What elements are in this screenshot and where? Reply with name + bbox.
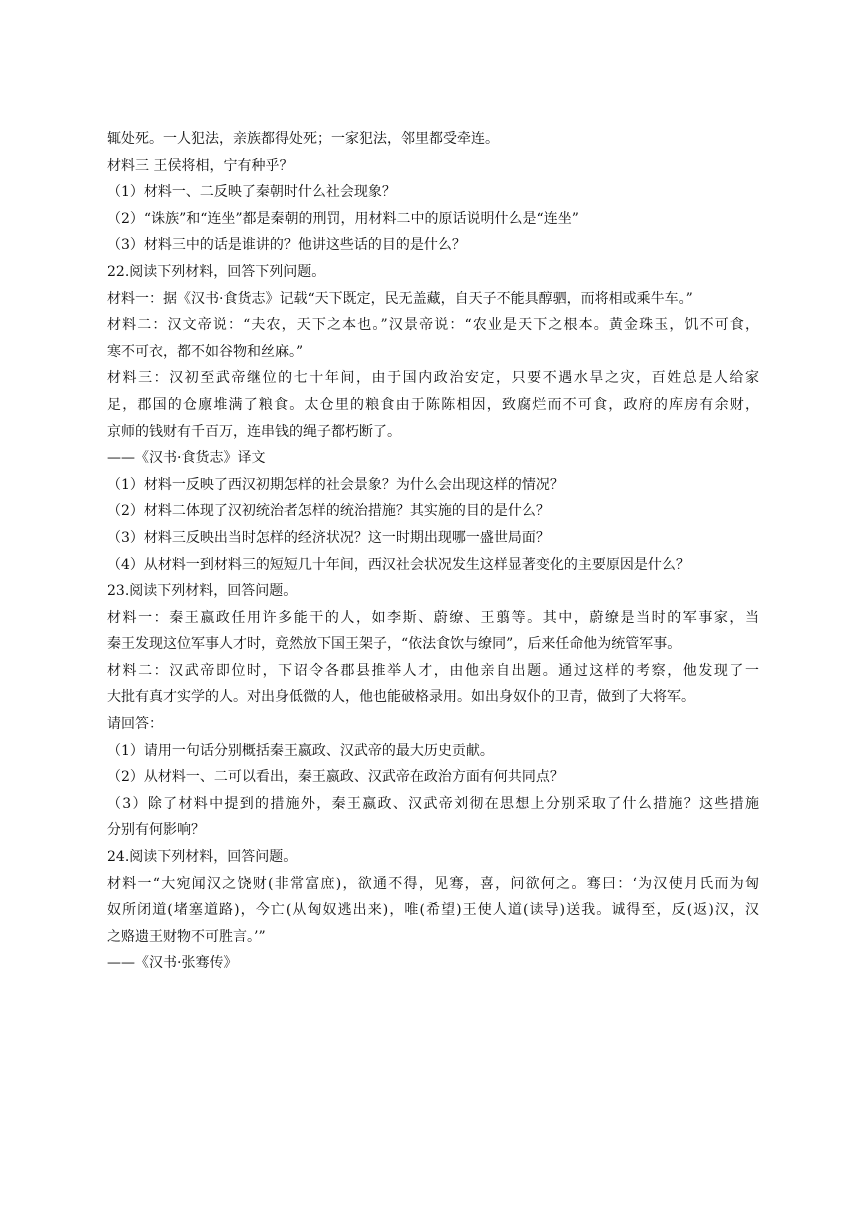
text-line: 请回答： [107, 716, 163, 733]
text-line: 材料二：汉武帝即位时，下诏令各郡县推举人才，由他亲自出题。通过这样的考察，他发现了一 [107, 662, 759, 679]
question-line: （1）请用一句话分别概括秦王嬴政、汉武帝的最大历史贡献。 [107, 742, 494, 759]
question-line: （3）材料三反映出当时怎样的经济状况？这一时期出现哪一盛世局面？ [107, 529, 550, 546]
text-line: 奴所闭道(堵塞道路)，今亡(从匈奴逃出来)，唯(希望)王使人道(读导)送我。诚得至，反(返)汉，汉 [107, 902, 759, 919]
question-line: （2）材料二体现了汉初统治者怎样的统治措施？其实施的目的是什么？ [107, 503, 550, 520]
question-line: （2）从材料一、二可以看出，秦王嬴政、汉武帝在政治方面有何共同点？ [107, 769, 564, 786]
question-line: （2）“诛族”和“连坐”都是秦朝的刑罚，用材料二中的原话说明什么是“连坐” [107, 210, 579, 227]
text-line: 大批有真才实学的人。对出身低微的人，他也能破格录用。如出身奴仆的卫青，做到了大将军。 [107, 689, 695, 706]
text-line: 材料二：汉文帝说：“夫农，天下之本也。”汉景帝说：“农业是天下之根本。黄金珠玉，饥不可食， [107, 317, 759, 334]
question-line: （3）除了材料中提到的措施外，秦王嬴政、汉武帝刘彻在思想上分别采取了什么措施？这些措施 [107, 795, 759, 812]
text-line: 材料一：秦王嬴政任用许多能干的人，如李斯、蔚缭、王翦等。其中，蔚缭是当时的军事家，当 [107, 609, 759, 626]
text-line: 秦王发现这位军事人才时，竟然放下国王架子，“依法食饮与缭同”，后来任命他为统管军事。 [107, 636, 682, 653]
text-line: 寒不可衣，都不如谷物和丝麻。” [107, 343, 304, 360]
text-line: 材料一“大宛闻汉之饶财(非常富庶)，欲通不得，见骞，喜，问欲何之。骞曰：‘为汉使月氏而为匈 [107, 875, 759, 892]
question-heading: 23.阅读下列材料，回答问题。 [107, 583, 298, 600]
question-heading: 22.阅读下列材料，回答下列问题。 [107, 263, 326, 280]
question-line: （1）材料一、二反映了秦朝时什么社会现象？ [107, 184, 396, 201]
text-line: 辄处死。一人犯法，亲族都得处死；一家犯法，邻里都受牵连。 [107, 131, 499, 147]
text-line: 材料一：据《汉书·食货志》记载“天下既定，民无盖藏，自天子不能具醇驷，而将相或乘牛车。” [107, 290, 693, 307]
text-line: 京师的钱财有千百万，连串钱的绳子都朽断了。 [107, 423, 401, 440]
text-line: 分别有何影响？ [107, 822, 205, 839]
source-citation: ——《汉书·食货志》译文 [107, 450, 266, 467]
text-line: 足，郡国的仓廪堆满了粮食。太仓里的粮食由于陈陈相因，致腐烂而不可食，政府的库房有余财， [107, 396, 759, 413]
question-line: （1）材料一反映了西汉初期怎样的社会景象？为什么会出现这样的情况？ [107, 476, 564, 493]
question-line: （4）从材料一到材料三的短短几十年间，西汉社会状况发生这样显著变化的主要原因是什么？ [107, 556, 690, 573]
question-line: （3）材料三中的话是谁讲的？他讲这些话的目的是什么？ [107, 237, 466, 254]
document-page [107, 126, 759, 977]
question-heading: 24.阅读下列材料，回答问题。 [107, 849, 298, 866]
text-line: 材料三：汉初至武帝继位的七十年间，由于国内政治安定，只要不遇水旱之灾，百姓总是人给家 [107, 370, 759, 387]
text-line: 之赂遗王财物不可胜言。’” [107, 928, 266, 945]
text-line: 材料三 王侯将相，宁有种乎？ [107, 157, 294, 174]
source-citation: ——《汉书·张骞传》 [107, 955, 238, 972]
